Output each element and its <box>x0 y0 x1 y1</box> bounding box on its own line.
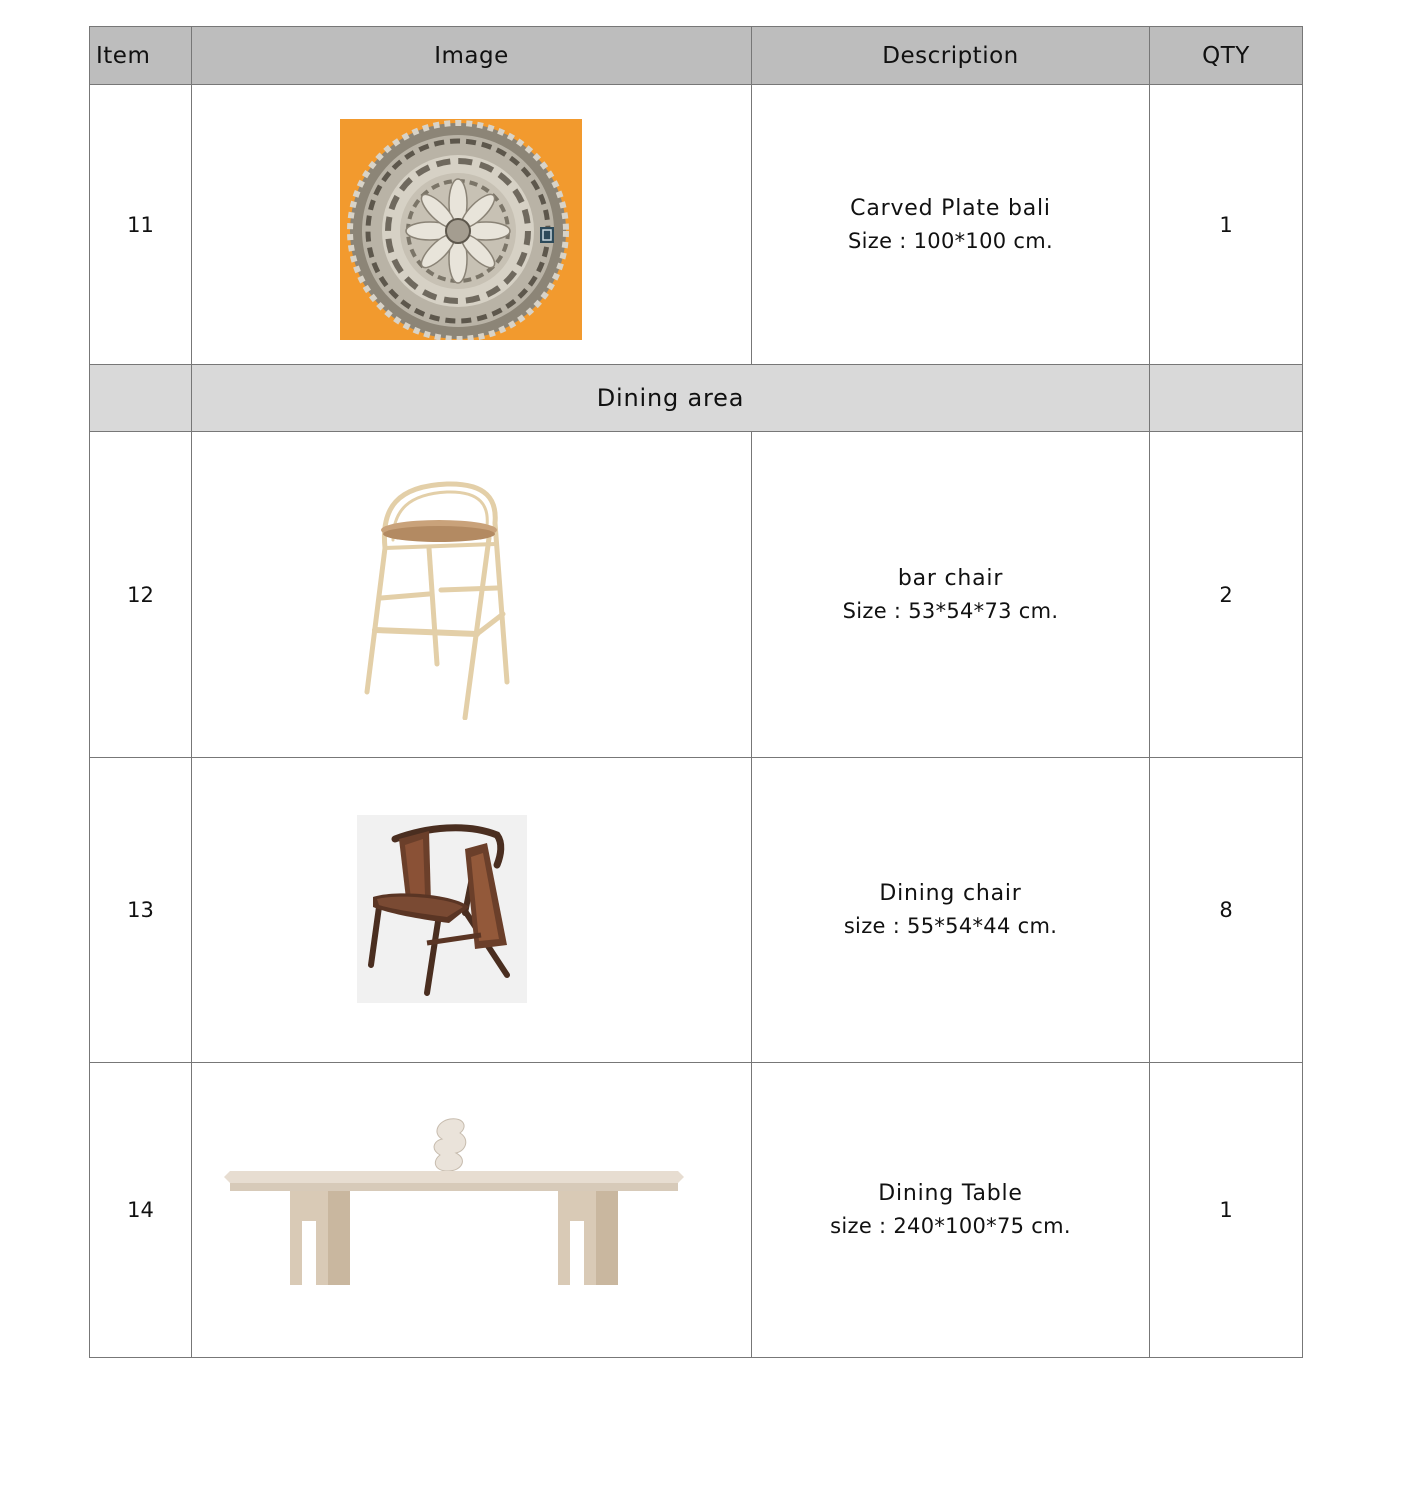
item-column-header: Item <box>90 27 192 85</box>
item-number: 12 <box>90 432 192 758</box>
description-cell <box>752 1063 1150 1358</box>
qty-column-header: QTY <box>1150 27 1303 85</box>
table-row <box>90 85 1303 365</box>
product-name: Carved Plate bali <box>850 195 1051 221</box>
table-row <box>90 432 1303 758</box>
product-name: Dining Table <box>878 1181 1023 1206</box>
carved-plate-image <box>340 119 582 340</box>
item-number: 13 <box>90 758 192 1063</box>
description-column-header: Description <box>752 27 1150 85</box>
image-column-header: Image <box>192 27 752 85</box>
section-empty-cell <box>1150 365 1303 432</box>
bar-chair-image <box>357 478 517 720</box>
table-row <box>90 758 1303 1063</box>
section-row <box>90 365 1303 432</box>
dining-chair-image <box>357 815 527 1003</box>
section-empty-cell <box>90 365 192 432</box>
description-cell <box>752 85 1150 365</box>
product-size: size : 240*100*75 cm. <box>830 1214 1071 1238</box>
product-size: Size : 100*100 cm. <box>848 228 1053 253</box>
image-cell <box>192 758 752 1063</box>
image-cell <box>192 1063 752 1358</box>
description-cell <box>752 432 1150 758</box>
item-number: 11 <box>90 85 192 365</box>
section-title: Dining area <box>192 365 1150 432</box>
items-table <box>89 26 1303 1358</box>
product-sheet <box>89 26 1302 1358</box>
product-name: Dining chair <box>879 881 1022 906</box>
dining-table-image <box>224 1109 684 1291</box>
qty-value: 1 <box>1150 1063 1303 1358</box>
image-cell <box>192 432 752 758</box>
table-row <box>90 1063 1303 1358</box>
product-name: bar chair <box>897 565 1004 591</box>
qty-value: 1 <box>1150 85 1303 365</box>
qty-value: 2 <box>1150 432 1303 758</box>
qty-value: 8 <box>1150 758 1303 1063</box>
item-number: 14 <box>90 1063 192 1358</box>
image-cell <box>192 85 752 365</box>
header-row <box>90 27 1303 85</box>
description-cell <box>752 758 1150 1063</box>
product-size: Size : 53*54*73 cm. <box>842 598 1059 623</box>
product-size: size : 55*54*44 cm. <box>843 914 1058 938</box>
